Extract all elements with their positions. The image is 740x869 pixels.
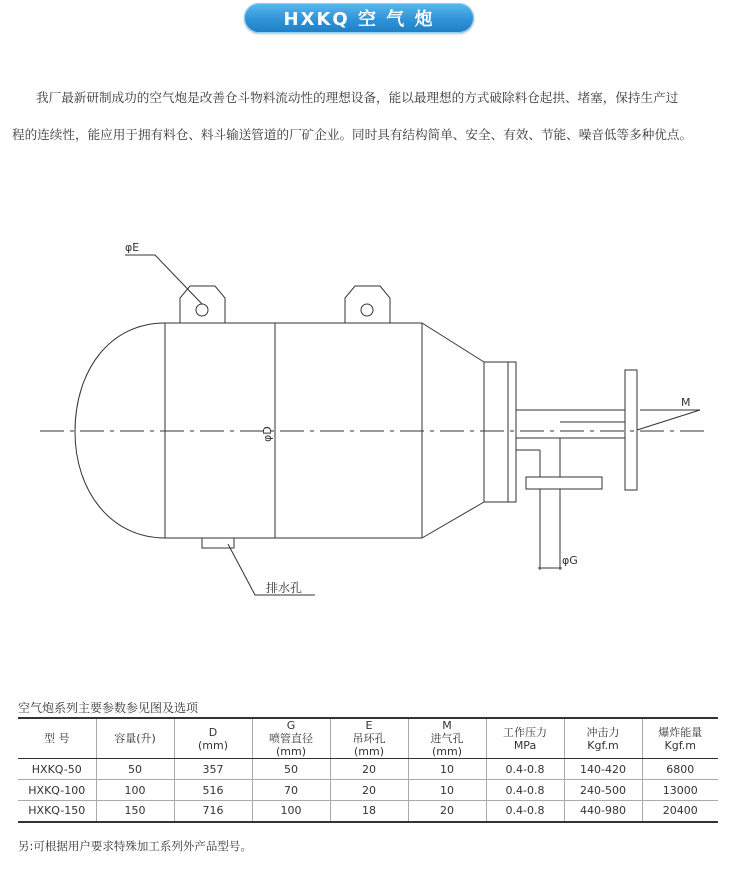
cell-g: 100 [252, 801, 330, 822]
drain-hole-label: 排水孔 [266, 581, 303, 595]
intro-paragraph-line-1: 我厂最新研制成功的空气炮是改善仓斗物料流动性的理想设备，能以最理想的方式破除料仓起拱、堵塞，保持生产过 [36, 90, 679, 105]
diameter-g-label: φG [562, 554, 578, 567]
cell-m: 20 [408, 801, 486, 822]
cell-m: 10 [408, 759, 486, 780]
cell-g: 70 [252, 780, 330, 801]
cell-capacity: 100 [96, 780, 174, 801]
cell-e: 20 [330, 780, 408, 801]
cell-energy: 13000 [642, 780, 718, 801]
page-title: HXKQ 空 气 炮 [244, 3, 474, 33]
cell-m: 10 [408, 780, 486, 801]
cell-impact: 440-980 [564, 801, 642, 822]
cell-d: 357 [174, 759, 252, 780]
table-caption: 空气炮系列主要参数参见图及选项 [18, 701, 199, 715]
cell-d: 516 [174, 780, 252, 801]
cell-d: 716 [174, 801, 252, 822]
cell-pressure: 0.4-0.8 [486, 759, 564, 780]
header-d: D (mm) [174, 718, 252, 759]
table-header-row [18, 718, 718, 759]
diameter-d-label: φD [261, 426, 274, 442]
cell-energy: 6800 [642, 759, 718, 780]
cell-pressure: 0.4-0.8 [486, 801, 564, 822]
cell-impact: 140-420 [564, 759, 642, 780]
header-energy: 爆炸能量 Kgf.m [642, 718, 718, 759]
header-e: E 吊环孔 (mm) [330, 718, 408, 759]
cell-model: HXKQ-100 [18, 780, 96, 801]
cell-model: HXKQ-150 [18, 801, 96, 822]
cell-energy: 20400 [642, 801, 718, 822]
air-cannon-diagram [0, 180, 740, 610]
header-capacity: 容量(升) [96, 718, 174, 759]
cell-impact: 240-500 [564, 780, 642, 801]
header-model: 型 号 [18, 718, 96, 759]
intro-paragraph-line-2: 程的连续性，能应用于拥有料仓、料斗输送管道的厂矿企业。同时具有结构简单、安全、有效、节能、噪音低等多种优点。 [12, 127, 693, 142]
parameter-table [18, 717, 718, 823]
diameter-e-label: φE [125, 241, 140, 254]
cell-model: HXKQ-50 [18, 759, 96, 780]
header-pressure: 工作压力 MPa [486, 718, 564, 759]
cell-e: 18 [330, 801, 408, 822]
cell-capacity: 150 [96, 801, 174, 822]
footnote: 另:可根据用户要求特殊加工系列外产品型号。 [18, 839, 252, 853]
cell-capacity: 50 [96, 759, 174, 780]
inlet-m-label: M [681, 396, 691, 409]
cell-pressure: 0.4-0.8 [486, 780, 564, 801]
table-row [18, 801, 718, 822]
cell-e: 20 [330, 759, 408, 780]
header-impact: 冲击力 Kgf.m [564, 718, 642, 759]
header-g: G 喷管直径 (mm) [252, 718, 330, 759]
table-row [18, 759, 718, 780]
table-row [18, 780, 718, 801]
cell-g: 50 [252, 759, 330, 780]
header-m: M 进气孔 (mm) [408, 718, 486, 759]
